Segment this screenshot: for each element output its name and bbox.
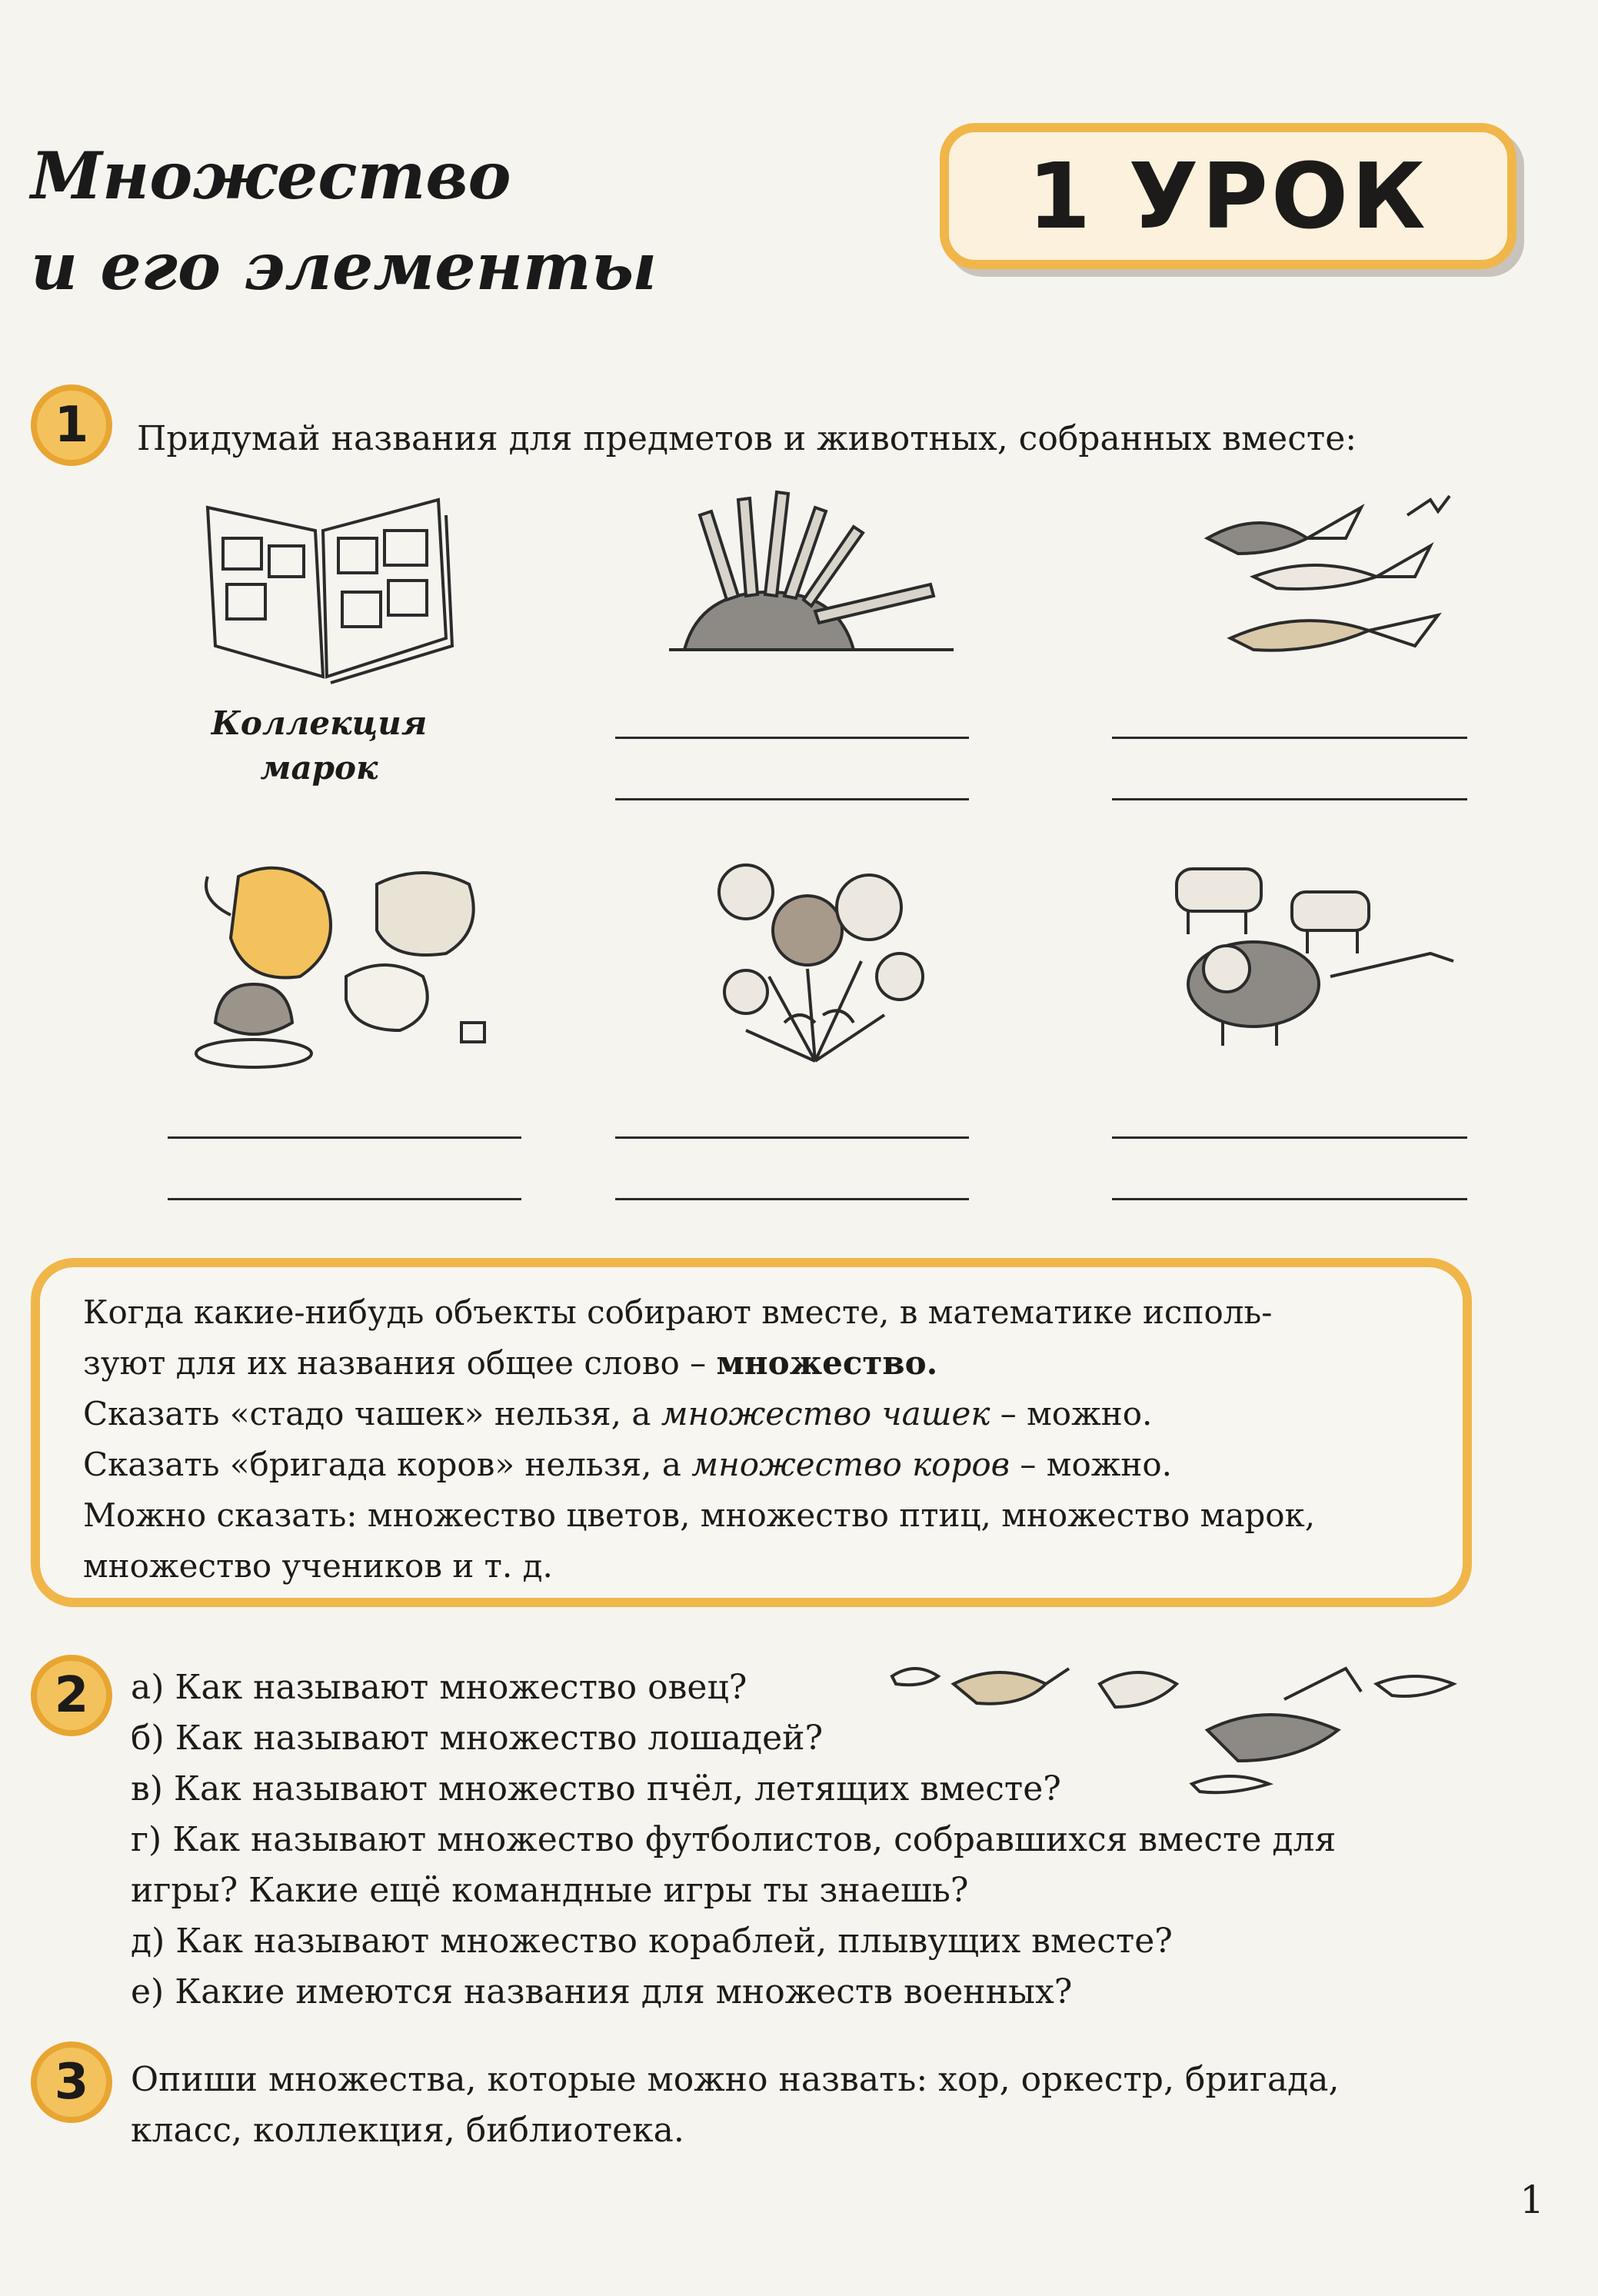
definition-paragraph-4 — [83, 1490, 1437, 1592]
answer-line-8[interactable] — [615, 1198, 969, 1200]
example-caption-line-2: марок — [260, 749, 378, 787]
definition-p3-after: – можно. — [1010, 1446, 1173, 1483]
answer-line-9[interactable] — [1112, 1136, 1467, 1139]
task-2-question-c: в) Как называют множество пчёл, летящих вместе? — [131, 1769, 1061, 1809]
page-number: 1 — [1520, 2178, 1544, 2222]
answer-line-3[interactable] — [1112, 737, 1467, 739]
task-2-question-e: д) Как называют множество кораблей, плывущих вместе? — [131, 1922, 1173, 1961]
stamp-album-illustration — [192, 484, 461, 692]
answer-line-5[interactable] — [168, 1136, 521, 1139]
task-2-number: 2 — [31, 1655, 112, 1736]
task-2-question-b: б) Как называют множество лошадей? — [131, 1719, 824, 1758]
definition-term: множество. — [716, 1344, 938, 1382]
cows-illustration — [1154, 838, 1461, 1053]
definition-p3-before: Сказать «бригада коров» нельзя, а — [83, 1446, 692, 1483]
definition-box — [31, 1258, 1472, 1607]
title-line-1: Множество — [31, 138, 511, 214]
definition-p4-line2: множество учеников и т. д. — [83, 1547, 553, 1585]
definition-p3-italic: множество коров — [691, 1446, 1010, 1483]
answer-line-4[interactable] — [1112, 798, 1467, 800]
birds-illustration — [1184, 492, 1461, 684]
task-1-prompt: Придумай названия для предметов и животных, собранных вместе: — [137, 419, 1357, 458]
tea-set-illustration — [192, 846, 500, 1076]
flowers-illustration — [700, 838, 946, 1069]
task-2-question-f: е) Какие имеются названия для множеств военных? — [131, 1972, 1073, 2011]
lesson-badge — [940, 123, 1516, 269]
definition-paragraph-2 — [83, 1389, 1437, 1439]
definition-paragraph-1 — [83, 1287, 1437, 1389]
definition-p1-line1: Когда какие-нибудь объекты собирают вместе, в математике исполь- — [83, 1293, 1273, 1331]
definition-p4-line1: Можно сказать: множество цветов, множество птиц, множество марок, — [83, 1496, 1316, 1534]
definition-p2-italic: множество чашек — [661, 1395, 990, 1433]
page-title — [31, 131, 657, 312]
task-3-line-1: Опиши множества, которые можно назвать: хор, оркестр, бригада, — [131, 2060, 1340, 2099]
task-2-question-d-cont: игры? Какие ещё командные игры ты знаешь? — [131, 1871, 969, 1910]
answer-line-6[interactable] — [168, 1198, 521, 1200]
task-2-question-a: а) Как называют множество овец? — [131, 1668, 747, 1707]
task-2-question-d: г) Как называют множество футболистов, собравшихся вместе для — [131, 1820, 1337, 1859]
definition-paragraph-3 — [83, 1439, 1437, 1490]
task-1-number: 1 — [31, 384, 112, 466]
definition-p1-line2: зуют для их названия общее слово – — [83, 1344, 717, 1382]
title-line-2: и его элементы — [31, 228, 658, 304]
answer-line-2[interactable] — [615, 798, 969, 800]
lesson-badge-text: 1 УРОК — [1027, 143, 1429, 249]
pencils-illustration — [654, 484, 961, 661]
task-3-number: 3 — [31, 2041, 112, 2123]
answer-line-1[interactable] — [615, 737, 969, 739]
task-3-line-2: класс, коллекция, библиотека. — [131, 2111, 684, 2150]
example-caption-line-1: Коллекция — [211, 704, 428, 742]
answer-line-10[interactable] — [1112, 1198, 1467, 1200]
definition-p2-before: Сказать «стадо чашек» нельзя, а — [83, 1395, 661, 1433]
answer-line-7[interactable] — [615, 1136, 969, 1139]
example-caption — [192, 701, 446, 790]
definition-p2-after: – можно. — [990, 1395, 1153, 1433]
